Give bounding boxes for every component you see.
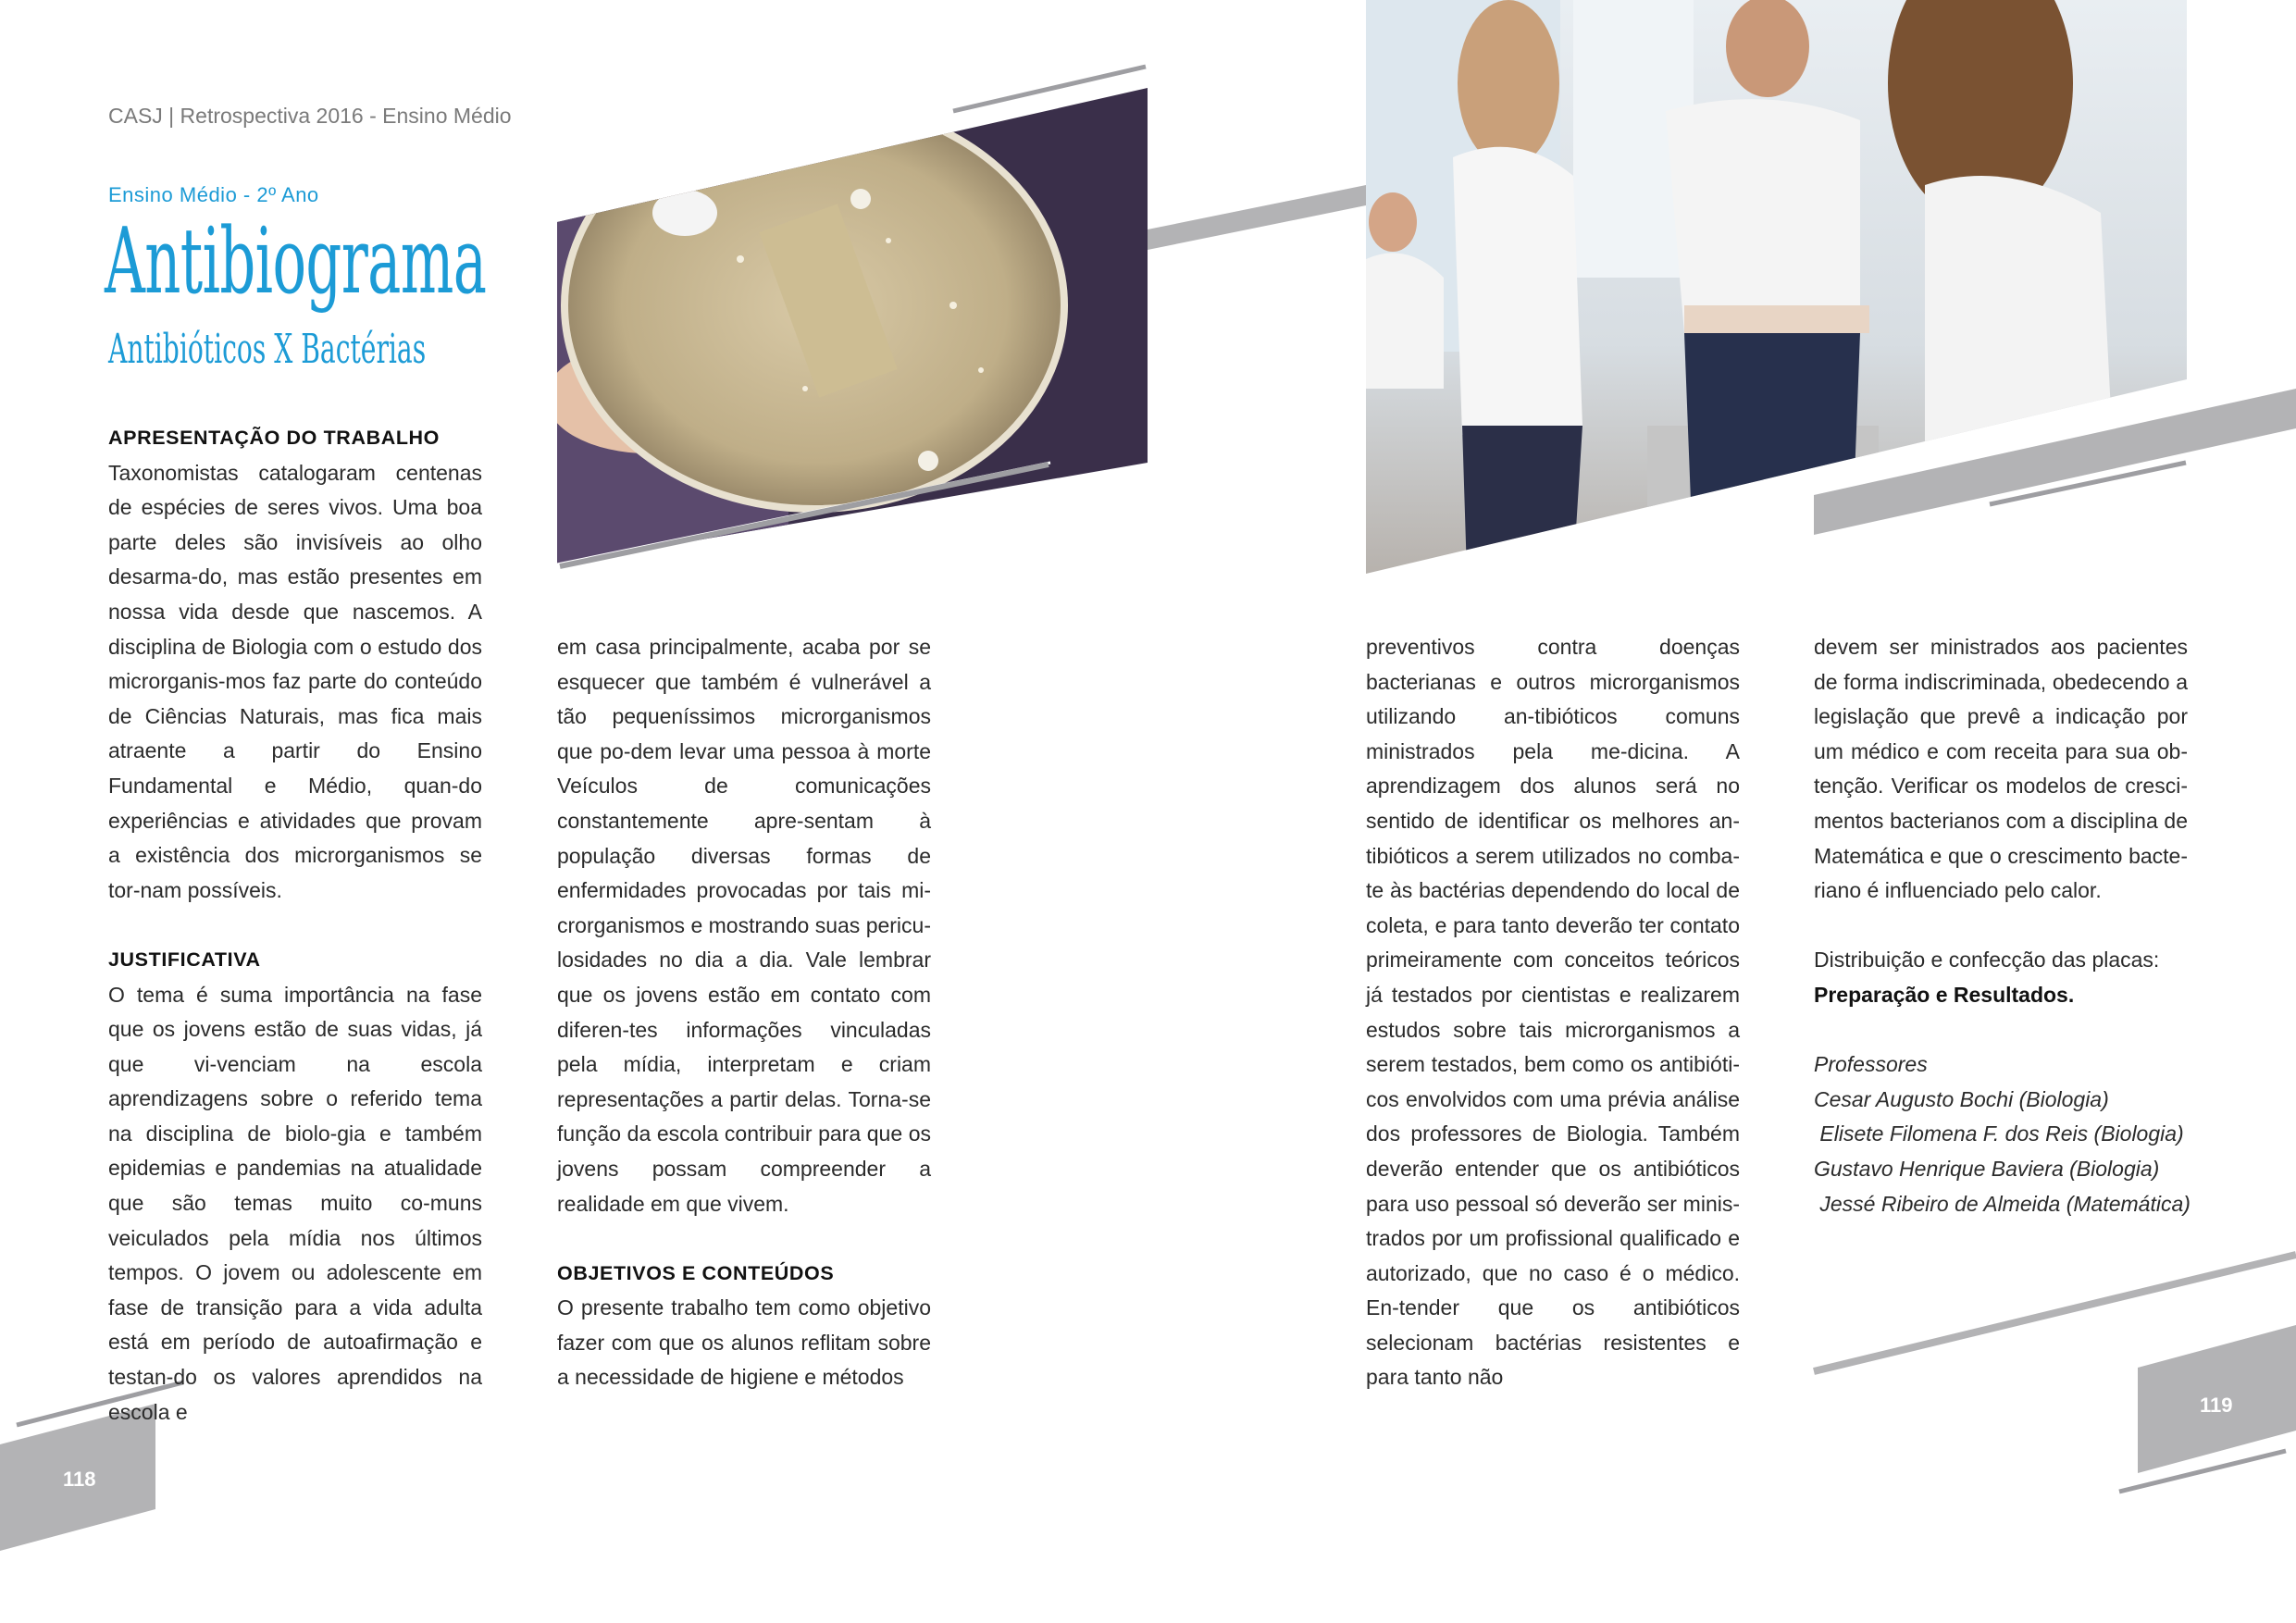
article-kicker: Ensino Médio - 2º Ano	[108, 183, 319, 206]
section-heading-objetivos: OBJETIVOS E CONTEÚDOS	[557, 1261, 835, 1284]
paragraph-objetivos-part-2: preventivos contra doenças bacterianas e outros microrganismos utilizando an-tibióticos comuns ministrados pela me-dicina. A aprendizagem dos alunos será no sentido de identificar os melhores an-tibióticos a serem utilizados no comba-te às bactérias dependendo do local de coleta, e para tanto deverão ter contato primeiramente com conceitos teóricos já testados por cientistas e realizarem estudos sobre tais microrganismos a serem testados, bem como os antibióti-cos envolvidos com uma prévia análise dos professores de Biologia. Também deverão entender que os antibióticos para uso pessoal só deverão ser minis-trados por um profissional qualificado e autorizado, que no caso é o médico. En-tender que os antibióticos selecionam bactérias resistentes e para tanto não	[1366, 635, 1740, 1390]
paragraph-apresentacao: Taxonomistas catalogaram centenas de espécies de seres vivos. Uma boa parte deles são invisíveis ao olho desarma-do, mas estão presentes em nossa vida desde que nascemos. A disciplina de Biologia com o estudo dos microrganis-mos faz parte do conteúdo de Ciências Naturais, mas fica mais atraente a partir do Ensino Fundamental e Médio, quan-do experiências e atividades que provam a existência dos microrganismos se tor-nam possíveis.	[108, 460, 482, 902]
paragraph-distribuicao-bold: Preparação e Resultados.	[1814, 982, 2075, 1007]
page-number-right: 119	[2200, 1394, 2233, 1417]
text-column-4	[1814, 630, 2191, 1221]
paragraph-justificativa-part-2: em casa principalmente, acaba por se esquecer que também é vulnerável a tão pequeníssimos microrganismos que po-dem levar uma pessoa à morte Veículos de comunicações constantemente apre-sentam à população diversas formas de enfermidades provocadas por tais mi-crorganismos e mostrando suas pericu-losidades no dia a dia. Vale lembrar que os jovens estão em contato com diferen-tes informações vinculadas pela mídia, interpretam e criam representações a partir delas. Torna-se função da escola contribuir para que os jovens possam compreender a realidade em que vivem.	[557, 635, 931, 1216]
article-title: Antibiograma	[105, 209, 487, 315]
professor-item: Cesar Augusto Bochi (Biologia)	[1814, 1086, 2109, 1111]
professores-heading: Professores	[1814, 1052, 1928, 1077]
section-heading-apresentacao: APRESENTAÇÃO DO TRABALHO	[108, 427, 441, 449]
professor-item: Elisete Filomena F. dos Reis (Biologia)	[1814, 1121, 2184, 1146]
text-column-3	[1366, 630, 1740, 1395]
paragraph-objetivos-part-3: devem ser ministrados aos pacientes de forma indiscriminada, obedecendo a legislação que prevê a indicação por um médico e com receita para sua ob-tenção. Verificar os modelos de cresci-mentos bacterianos com a disciplina de Matemática e que o crescimento bacte-riano é influenciado pelo calor.	[1814, 635, 2188, 903]
professor-item: Jessé Ribeiro de Almeida (Matemática)	[1814, 1191, 2191, 1216]
paragraph-justificativa-part-1: O tema é suma importância na fase que os jovens estão de suas vidas, já que vi-venciam na escola aprendizagens sobre o referido tema na disciplina de biolo-gia e também epidemias e pandemias na atualidade que são temas muito co-muns veiculados pela mídia nos últimos tempos. O jovem ou adolescente em fase de transição para a vida adulta está em período de autoafirmação e testan-do os valores aprendidos na escola e	[108, 982, 482, 1424]
page-number-left: 118	[63, 1468, 96, 1491]
text-column-1	[108, 421, 482, 1430]
professor-item: Gustavo Henrique Baviera (Biologia)	[1814, 1156, 2160, 1181]
article-subtitle: Antibióticos X Bactérias	[108, 326, 427, 373]
paragraph-distribuicao: Distribuição e confecção das placas:	[1814, 948, 2160, 973]
running-head: CASJ | Retrospectiva 2016 - Ensino Médio	[108, 104, 512, 128]
deco-band	[1148, 185, 1366, 250]
petri-dish-photo	[546, 83, 1149, 564]
section-heading-justificativa: JUSTIFICATIVA	[108, 948, 261, 971]
text-column-2	[557, 630, 931, 1395]
paragraph-objetivos-part-1: O presente trabalho tem como objetivo fazer com que os alunos reflitam sobre a necessidade de higiene e métodos	[557, 1295, 931, 1390]
